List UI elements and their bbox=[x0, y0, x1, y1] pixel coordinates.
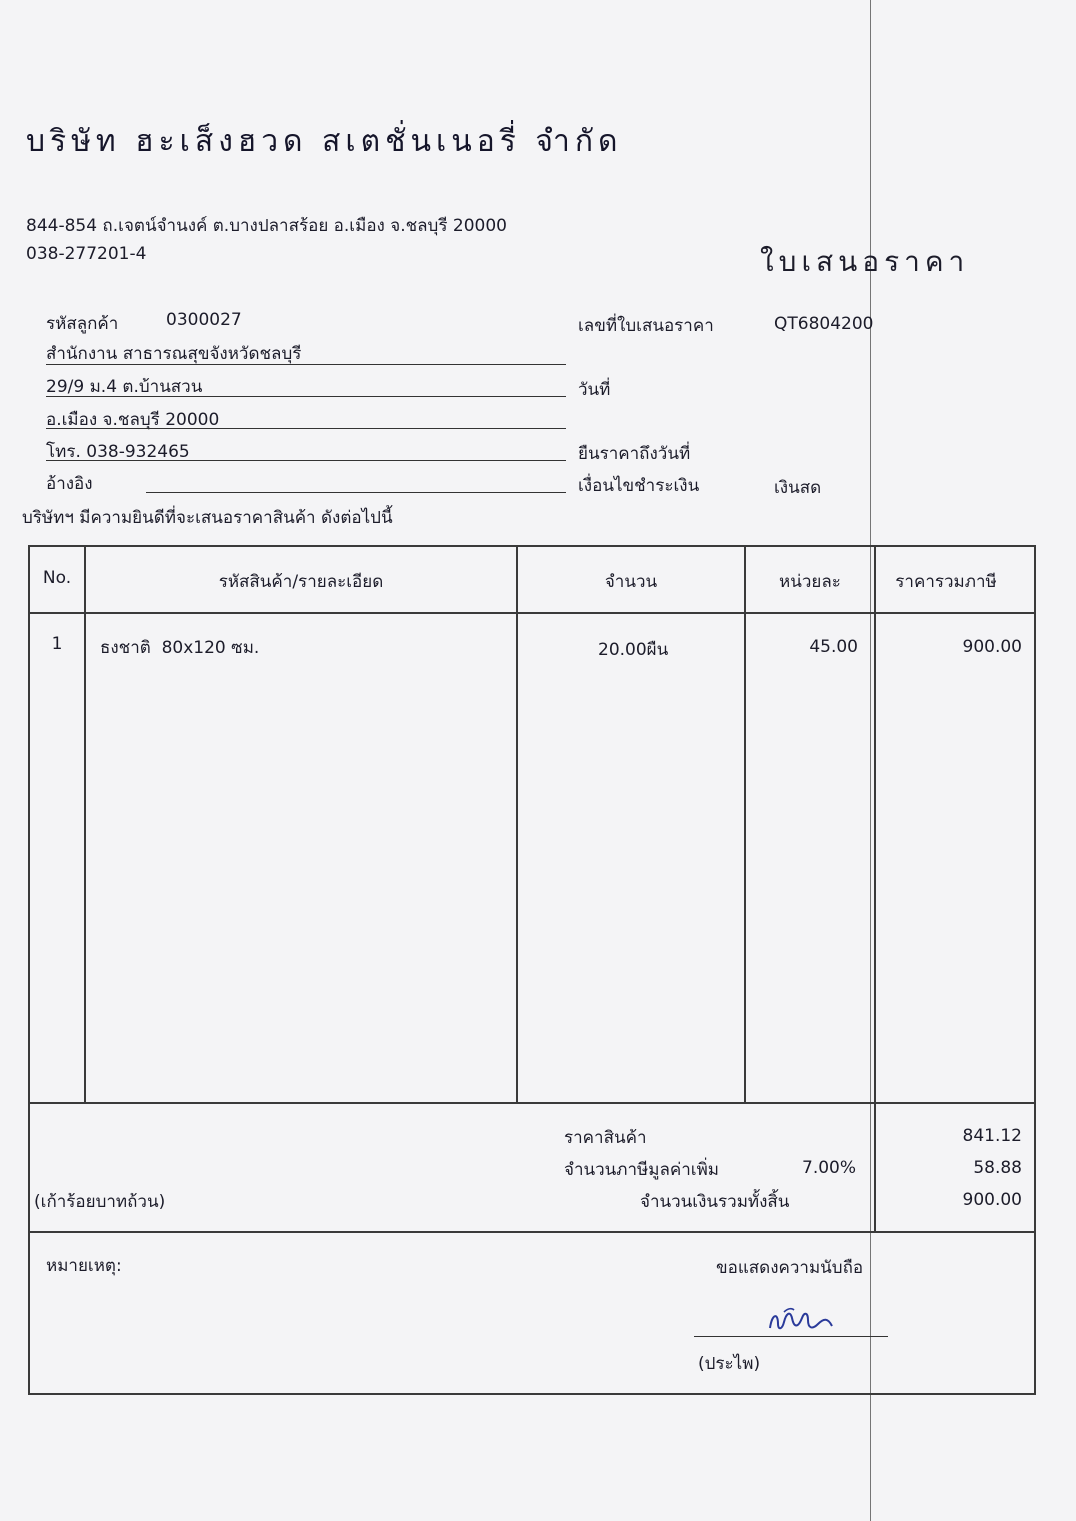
customer-address2-underline bbox=[46, 428, 566, 429]
column-divider-no bbox=[84, 546, 86, 1102]
subtotal-label: ราคาสินค้า bbox=[564, 1128, 647, 1148]
quotation-table bbox=[28, 545, 1036, 1395]
intro-text: บริษัทฯ มีความยินดีที่จะเสนอราคาสินค้า ดังต่อไปนี้ bbox=[22, 508, 393, 528]
grand-total-label: จำนวนเงินรวมทั้งสิ้น bbox=[640, 1192, 790, 1212]
reference-label: อ้างอิง bbox=[46, 474, 93, 494]
customer-address-line1: 29/9 ม.4 ต.บ้านสวน bbox=[46, 377, 203, 397]
amount-in-words: (เก้าร้อยบาทถ้วน) bbox=[34, 1192, 166, 1212]
column-divider-quantity bbox=[744, 546, 746, 1102]
header-unit-price: หน่วยละ bbox=[779, 572, 841, 592]
remark-label: หมายเหตุ: bbox=[46, 1256, 122, 1276]
row-1-quantity: 20.00ผืน bbox=[598, 640, 669, 660]
row-1-unit-price: 45.00 bbox=[809, 637, 858, 657]
row-1-total: 900.00 bbox=[962, 637, 1022, 657]
payment-term-label: เงื่อนไขชำระเงิน bbox=[578, 476, 700, 496]
vat-label: จำนวนภาษีมูลค่าเพิ่ม bbox=[564, 1160, 720, 1180]
customer-name-underline bbox=[46, 364, 566, 365]
header-description: รหัสสินค้า/รายละเอียด bbox=[218, 572, 384, 592]
header-no: No. bbox=[42, 568, 72, 588]
company-phone: 038-277201-4 bbox=[26, 244, 147, 264]
signer-name: (ประไพ) bbox=[698, 1354, 761, 1374]
customer-phone-underline bbox=[46, 460, 566, 461]
company-name: บริษัท ฮะเส็งฮวด สเตชั่นเนอรี่ จำกัด bbox=[26, 124, 623, 159]
header-quantity: จำนวน bbox=[604, 572, 658, 592]
table-body-divider bbox=[28, 1102, 1036, 1104]
customer-name: สำนักงาน สาธารณสุขจังหวัดชลบุรี bbox=[46, 344, 302, 364]
customer-phone: โทร. 038-932465 bbox=[46, 442, 190, 462]
quote-number: QT6804200 bbox=[774, 314, 874, 334]
column-divider-description bbox=[516, 546, 518, 1102]
row-1-no: 1 bbox=[51, 634, 63, 654]
document-title: ใบเสนอราคา bbox=[760, 245, 970, 278]
payment-term-value: เงินสด bbox=[774, 478, 822, 498]
regards-text: ขอแสดงความนับถือ bbox=[716, 1258, 864, 1278]
reference-underline bbox=[146, 492, 566, 493]
totals-divider bbox=[28, 1231, 1036, 1233]
customer-code-label: รหัสลูกค้า bbox=[46, 314, 119, 334]
vat-rate: 7.00% bbox=[802, 1158, 857, 1178]
customer-address-line2: อ.เมือง จ.ชลบุรี 20000 bbox=[46, 410, 220, 430]
quote-date-label: วันที่ bbox=[578, 380, 611, 400]
signature-image bbox=[764, 1300, 844, 1338]
quote-number-label: เลขที่ใบเสนอราคา bbox=[578, 316, 714, 336]
table-header-divider bbox=[28, 612, 1036, 614]
customer-address1-underline bbox=[46, 396, 566, 397]
vat-value: 58.88 bbox=[973, 1158, 1022, 1178]
subtotal-value: 841.12 bbox=[962, 1126, 1022, 1146]
header-total: ราคารวมภาษี bbox=[895, 572, 997, 592]
customer-code: 0300027 bbox=[166, 310, 242, 330]
company-address: 844-854 ถ.เจตน์จำนงค์ ต.บางปลาสร้อย อ.เมือง จ.ชลบุรี 20000 bbox=[26, 216, 507, 236]
signature-line bbox=[694, 1336, 888, 1337]
row-1-description: ธงชาติ 80x120 ซม. bbox=[100, 638, 260, 658]
valid-until-label: ยืนราคาถึงวันที่ bbox=[578, 444, 691, 464]
grand-total-value: 900.00 bbox=[962, 1190, 1022, 1210]
